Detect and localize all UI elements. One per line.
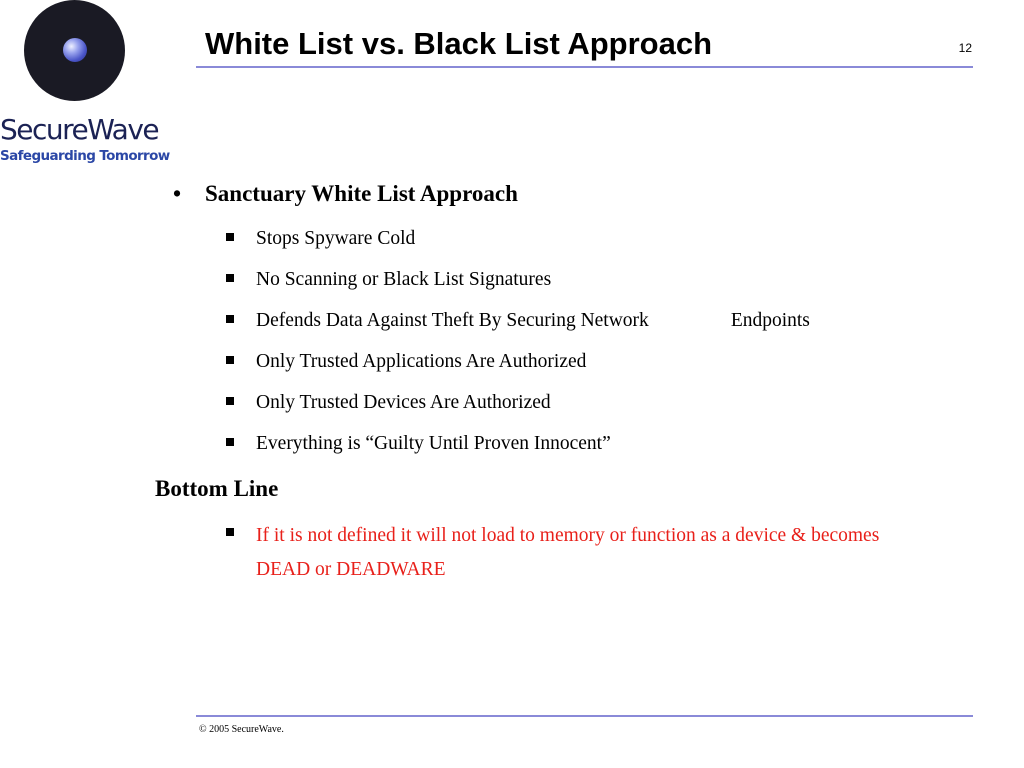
bottom-line-heading: Bottom Line — [155, 476, 279, 501]
title-divider — [196, 66, 973, 68]
list-item-text — [256, 308, 810, 334]
square-bullet-icon — [226, 356, 234, 364]
bottom-line-statement — [226, 519, 946, 587]
main-bullet-text: Sanctuary White List Approach — [205, 181, 518, 206]
square-bullet-icon — [226, 397, 234, 405]
footer-copyright: © 2005 SecureWave. — [199, 724, 284, 735]
list-item-text-tail: Endpoints — [730, 310, 810, 331]
list-item-text: Everything is “Guilty Until Proven Innocent” — [256, 433, 611, 454]
bottom-line-text-line2: DEAD or DEADWARE — [256, 559, 446, 580]
logo-orb-icon — [63, 38, 87, 62]
square-bullet-icon — [226, 233, 234, 241]
logo-name: SecureWave — [0, 113, 159, 146]
slide-title: White List vs. Black List Approach — [205, 26, 713, 61]
square-bullet-icon — [226, 274, 234, 282]
list-item-text: Only Trusted Applications Are Authorized — [256, 351, 587, 372]
square-bullet-icon — [226, 528, 234, 536]
list-item-text: Stops Spyware Cold — [256, 228, 416, 249]
square-bullet-icon — [226, 438, 234, 446]
list-item-text: No Scanning or Black List Signatures — [256, 269, 552, 290]
slide-number: 12 — [958, 41, 972, 55]
bottom-line-text-line1: If it is not defined it will not load to memory or function as a device & becomes — [256, 525, 880, 546]
bullet-dot-icon: • — [173, 181, 182, 206]
square-bullet-icon — [226, 315, 234, 323]
list-item-text: Only Trusted Devices Are Authorized — [256, 392, 551, 413]
main-bullet — [173, 178, 518, 210]
logo-tagline: Safeguarding Tomorrow — [0, 148, 170, 164]
list-item-text-main: Defends Data Against Theft By Securing Network — [256, 310, 649, 331]
footer-divider — [196, 715, 973, 717]
